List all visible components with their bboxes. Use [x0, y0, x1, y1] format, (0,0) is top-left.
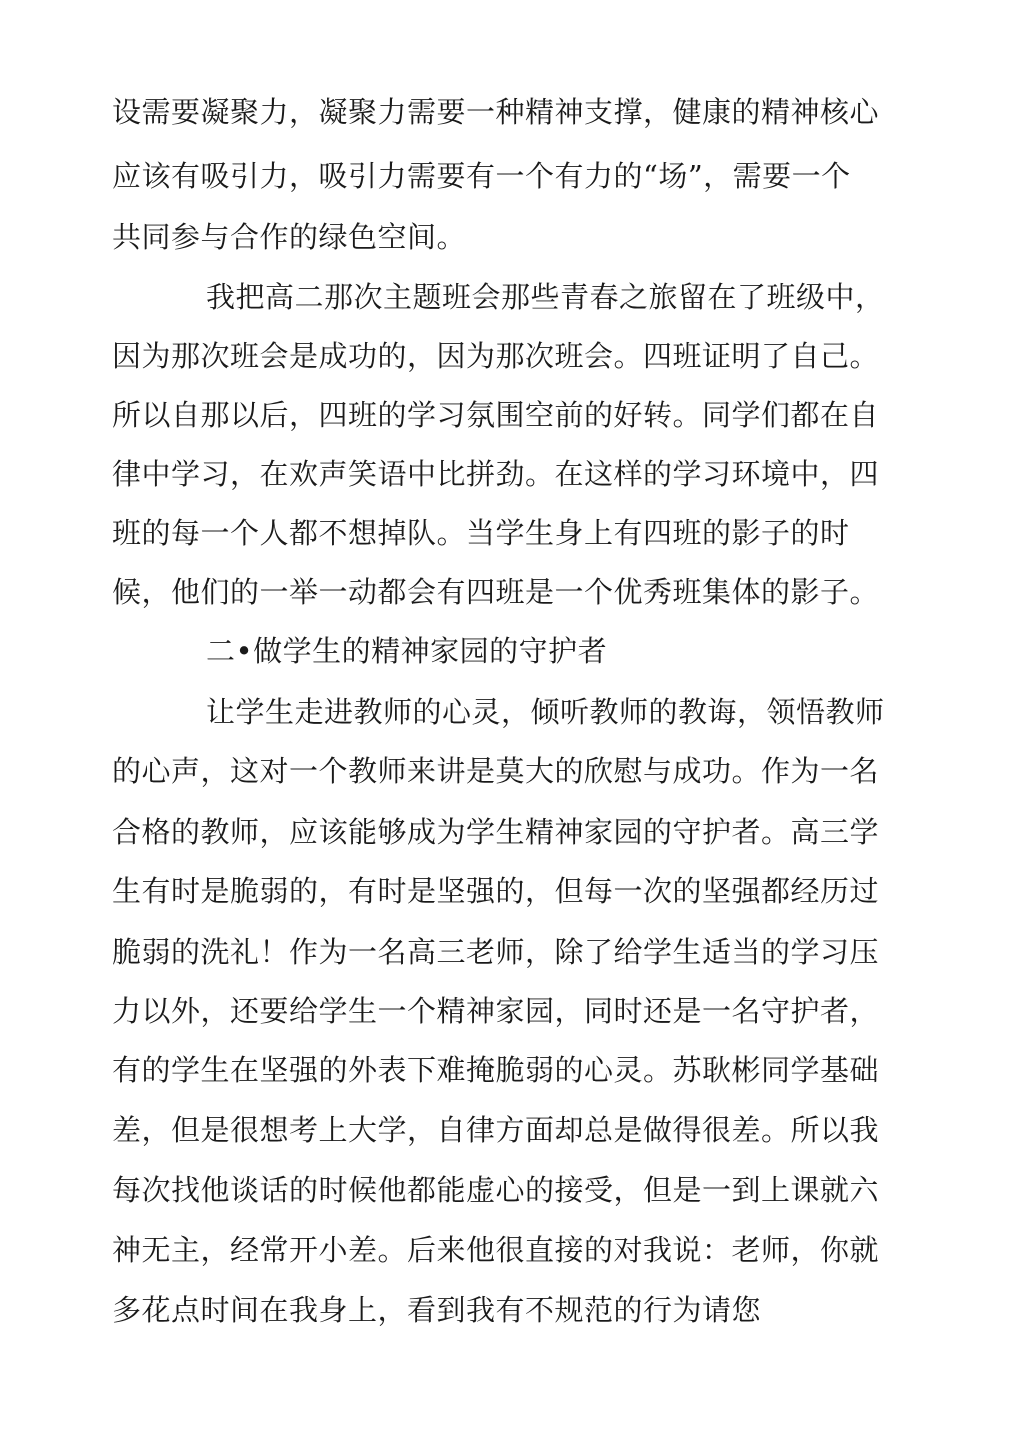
text-line: 的心声，这对一个教师来讲是莫大的欣慰与成功。作为一名	[112, 754, 880, 788]
text-line: 每次找他谈话的时候他都能虚心的接受，但是一到上课就六	[112, 1173, 880, 1207]
text-line: 有的学生在坚强的外表下难掩脆弱的心灵。苏耿彬同学基础	[112, 1053, 880, 1087]
section-heading: 二•做学生的精神家园的守护者	[206, 634, 608, 668]
text-line: 班的每一个人都不想掉队。当学生身上有四班的影子的时	[112, 516, 850, 550]
text-line: 所以自那以后，四班的学习氛围空前的好转。同学们都在自	[112, 398, 880, 432]
text-line: 力以外，还要给学生一个精神家园，同时还是一名守护者，	[112, 994, 880, 1028]
text-line: 合格的教师，应该能够成为学生精神家园的守护者。高三学	[112, 815, 880, 849]
text-line: 生有时是脆弱的，有时是坚强的，但每一次的坚强都经历过	[112, 874, 880, 908]
text-line: 候，他们的一举一动都会有四班是一个优秀班集体的影子。	[112, 575, 880, 609]
text-line: 脆弱的洗礼！作为一名高三老师，除了给学生适当的学习压	[112, 935, 880, 969]
text-line: 共同参与合作的绿色空间。	[112, 220, 467, 254]
text-line: 神无主，经常开小差。后来他很直接的对我说：老师，你就	[112, 1233, 880, 1267]
text-line: 差，但是很想考上大学，自律方面却总是做得很差。所以我	[112, 1113, 880, 1147]
text-line: 因为那次班会是成功的，因为那次班会。四班证明了自己。	[112, 339, 880, 373]
text-line: 多花点时间在我身上，看到我有不规范的行为请您	[112, 1293, 762, 1327]
paragraph-first-line: 我把高二那次主题班会那些青春之旅留在了班级中，	[206, 280, 885, 314]
text-line: 设需要凝聚力，凝聚力需要一种精神支撑，健康的精神核心	[112, 95, 880, 129]
text-line: 应该有吸引力，吸引力需要有一个有力的“场”，需要一个	[112, 159, 851, 193]
text-line: 律中学习，在欢声笑语中比拼劲。在这样的学习环境中，四	[112, 457, 880, 491]
paragraph-first-line: 让学生走进教师的心灵，倾听教师的教诲，领悟教师	[206, 695, 885, 729]
